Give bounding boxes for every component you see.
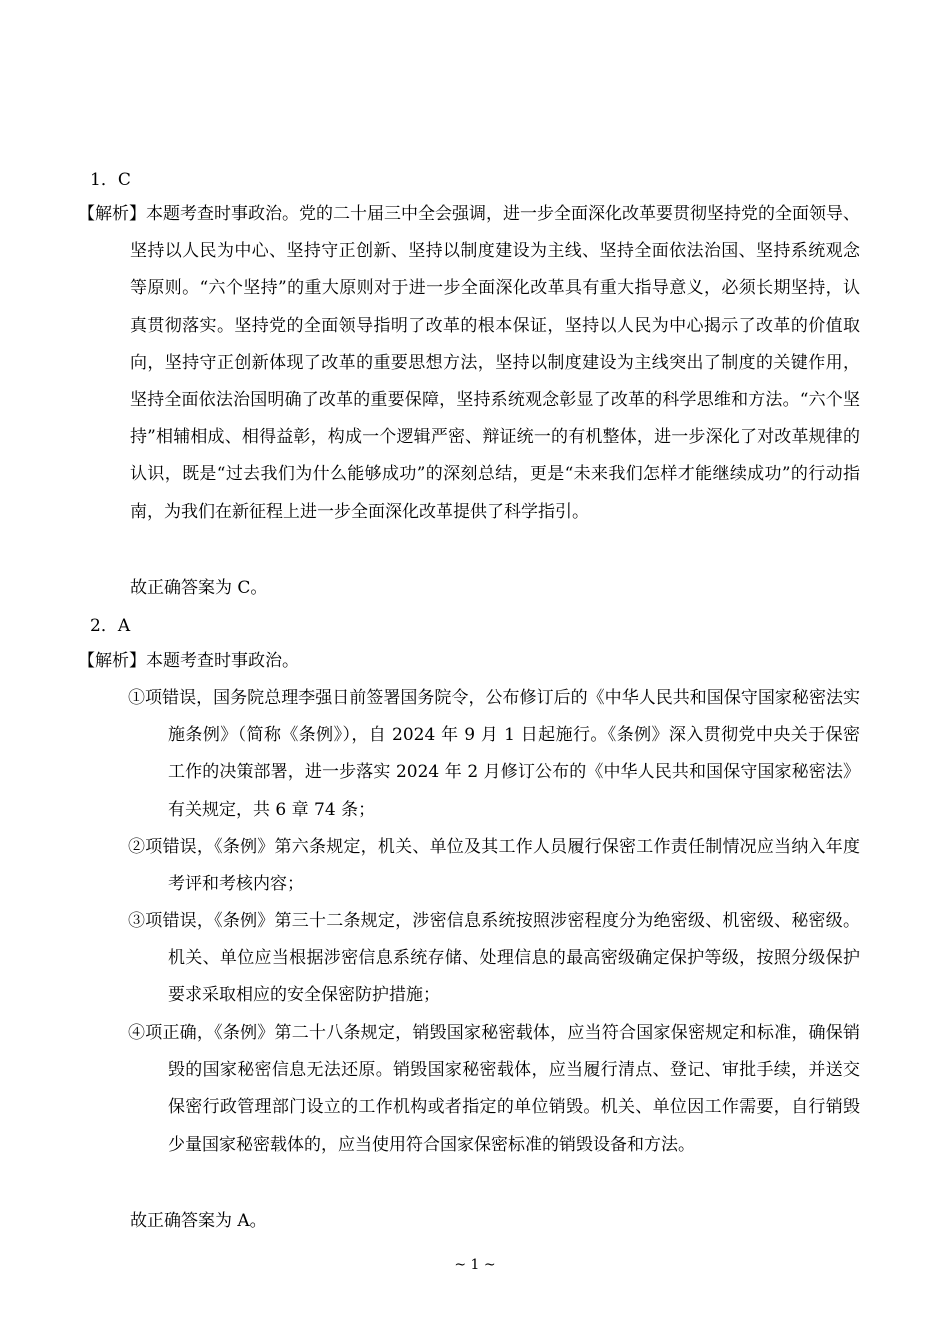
- question-2-item-1: ①项错误，国务院总理李强日前签署国务院令，公布修订后的《中华人民共和国保守国家秘密法实施条例》（简称《条例》），自 2024 年 9 月 1 日起施行。《条例》深入贯彻党中央关于保密工作的决策部署，进一步落实 2024 年 2 月修订公布的《中华人民共和国保守国家秘密法》有关规定，共 6 章 74 条；: [128, 688, 860, 820]
- question-2-header: 2．A: [90, 616, 131, 636]
- page-number: ~ 1 ~: [454, 1257, 496, 1273]
- question-1-analysis: 【解析】本题考查时事政治。党的二十届三中全会强调，进一步全面深化改革要贯彻坚持党的全面领导、坚持以人民为中心、坚持守正创新、坚持以制度建设为主线、坚持全面依法治国、坚持系统观念等原则。“六个坚持”的重大原则对于进一步全面深化改革具有重大指导意义，必须长期坚持，认真贯彻落实。坚持党的全面领导指明了改革的根本保证，坚持以人民为中心揭示了改革的价值取向，坚持守正创新体现了改革的重要思想方法，坚持以制度建设为主线突出了制度的关键作用，坚持全面依法治国明确了改革的重要保障，坚持系统观念彰显了改革的科学思维和方法。“六个坚持”相辅相成、相得益彰，构成一个逻辑严密、辩证统一的有机整体，进一步深化了对改革规律的认识，既是“过去我们为什么能够成功”的深刻总结，更是“未来我们怎样才能继续成功”的行动指南，为我们在新征程上进一步全面深化改革提供了科学指引。: [78, 204, 860, 522]
- question-2-item-4: ④项正确，《条例》第二十八条规定，销毁国家秘密载体，应当符合国家保密规定和标准，确保销毁的国家秘密信息无法还原。销毁国家秘密载体，应当履行清点、登记、审批手续，并送交保密行政管理部门设立的工作机构或者指定的单位销毁。机关、单位因工作需要，自行销毁少量国家秘密载体的，应当使用符合国家保密标准的销毁设备和方法。: [128, 1023, 860, 1155]
- question-2-analysis: 【解析】本题考查时事政治。: [78, 651, 299, 671]
- question-1-header: 1．C: [90, 170, 131, 190]
- question-2-answer: 故正确答案为 A。: [130, 1211, 267, 1231]
- question-2-item-2: ②项错误，《条例》第六条规定，机关、单位及其工作人员履行保密工作责任制情况应当纳入年度考评和考核内容；: [128, 837, 860, 895]
- question-1-answer: 故正确答案为 C。: [130, 578, 268, 598]
- question-2-item-3: ③项错误，《条例》第三十二条规定，涉密信息系统按照涉密程度分为绝密级、机密级、秘密级。机关、单位应当根据涉密信息系统存储、处理信息的最高密级确定保护等级，按照分级保护要求采取相应的安全保密防护措施；: [128, 911, 860, 1006]
